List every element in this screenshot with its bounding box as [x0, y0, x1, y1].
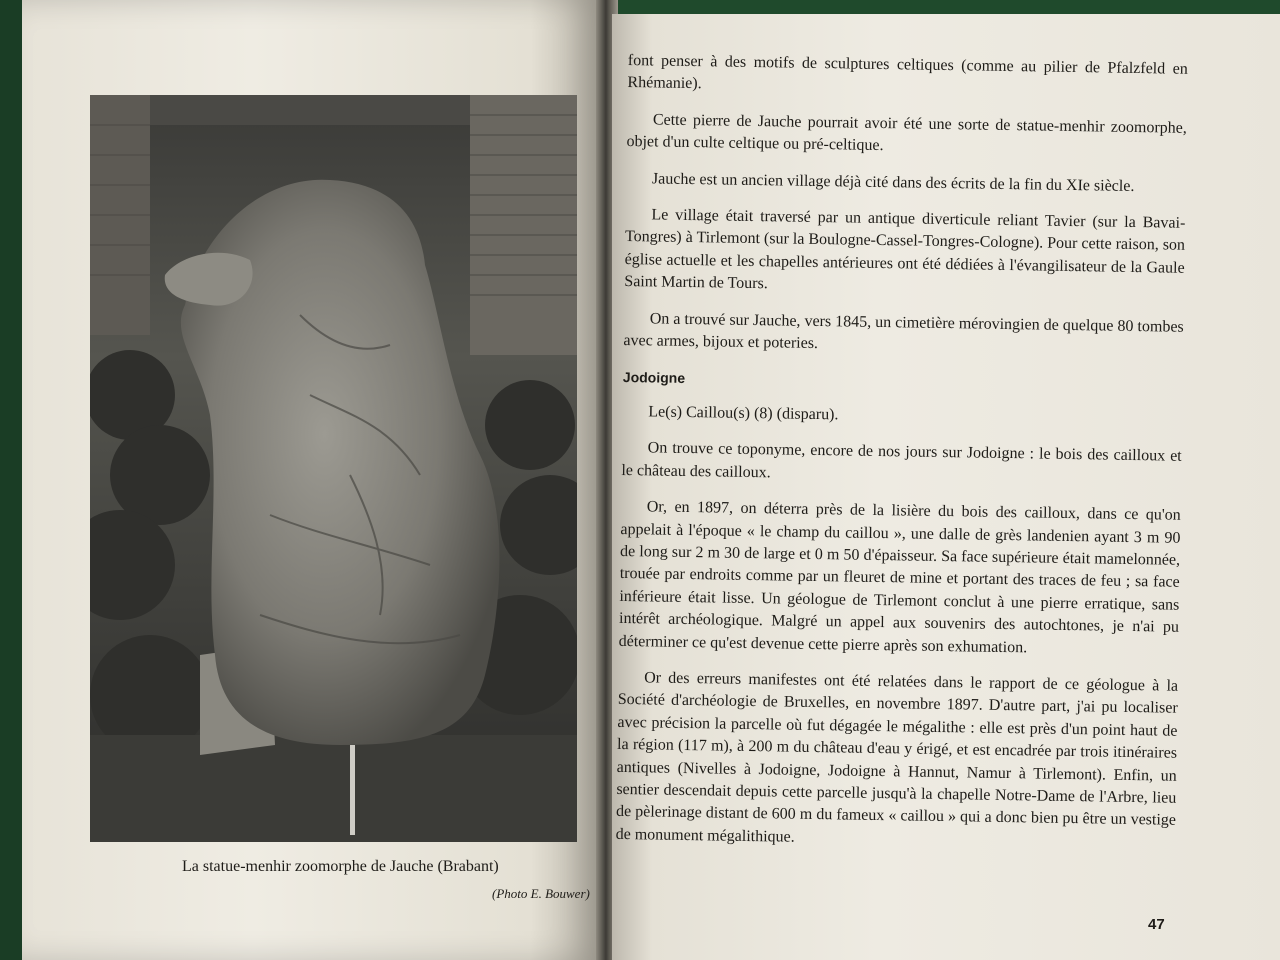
- paragraph: On trouve ce toponyme, encore de nos jours sur Jodoigne : le bois des cailloux et le château des cailloux.: [621, 439, 1182, 481]
- statue-menhir-photo: [90, 95, 577, 842]
- photo-caption: La statue-menhir zoomorphe de Jauche (Brabant): [182, 858, 499, 875]
- paragraph: On a trouvé sur Jauche, vers 1845, un cimetière mérovingien de quelque 80 tombes avec armes, bijoux et poteries.: [623, 310, 1184, 353]
- paragraph: font penser à des motifs de sculptures celtiques (comme au pilier de Pfalzfeld en Rhémanie).: [627, 51, 1188, 93]
- paragraph: Or des erreurs manifestes ont été relatées dans le rapport de ce géologue à la Société d'archéologie de Bruxelles, en novembre 1897. D'autre part, j'ai pu localiser avec précision la parcelle où fut dégagée le mégalithe : elle est près d'un point haut de la région (117 m), à 200 m du château d'eau y érigé, et est encadrée par trois itinéraires antiques (Nivelles à Jodoigne, Jodoigne à Hannut, Namur à Tirlemont). Enfin, un sentier descendait depuis cette parcelle jusqu'à la chapelle Notre-Dame de l'Arbre, lieu de pèlerinage distant de 600 m du fameux « caillou » qui a donc bien pu être un vestige de monument mégalithique.: [615, 669, 1179, 846]
- paragraph: Jauche est un ancien village déjà cité dans des écrits de la fin du XIe siècle.: [651, 170, 1135, 195]
- paragraph: Le village était traversé par un antique diverticule reliant Tavier (sur la Bavai-Tongres) à Tirlemont (sur la Boulogne-Cassel-Tongres-Cologne). Pour cette raison, son église actuelle et les chapelles antérieures ont été dédiées à l'évangilisateur de la Gaule Saint Martin de Tours.: [624, 206, 1186, 293]
- paragraph: Or, en 1897, on déterra près de la lisière du bois des cailloux, dans ce qu'on appelait à l'époque « le champ du caillou », une dalle de grès landenien ayant 3 m 90 de long sur 2 m 30 de large et 0 m 50 d'épaisseur. Sa face supérieure était mamelonnée, trouée par endroits comme par un fleuret de mine et portant des traces de feu ; sa face inférieure était lisse. Un géologue de Tirlemont conclut à une pierre erratique, sans intérêt archéologique. Malgré un appel aux souvenirs des autochtones, je n'ai pu déterminer ce qu'est devenue cette pierre après son exhumation.: [618, 498, 1181, 656]
- section-title: Jodoigne: [622, 369, 686, 387]
- photo-credit: (Photo E. Bouwer): [492, 886, 590, 901]
- paragraph: Cette pierre de Jauche pourrait avoir été une sorte de statue-menhir zoomorphe, objet d'un culte celtique ou pré-celtique.: [626, 111, 1187, 155]
- page-text: [615, 50, 1188, 869]
- section-subtitle: Le(s) Caillou(s) (8) (disparu).: [648, 403, 839, 424]
- page-number: 47: [1148, 916, 1165, 933]
